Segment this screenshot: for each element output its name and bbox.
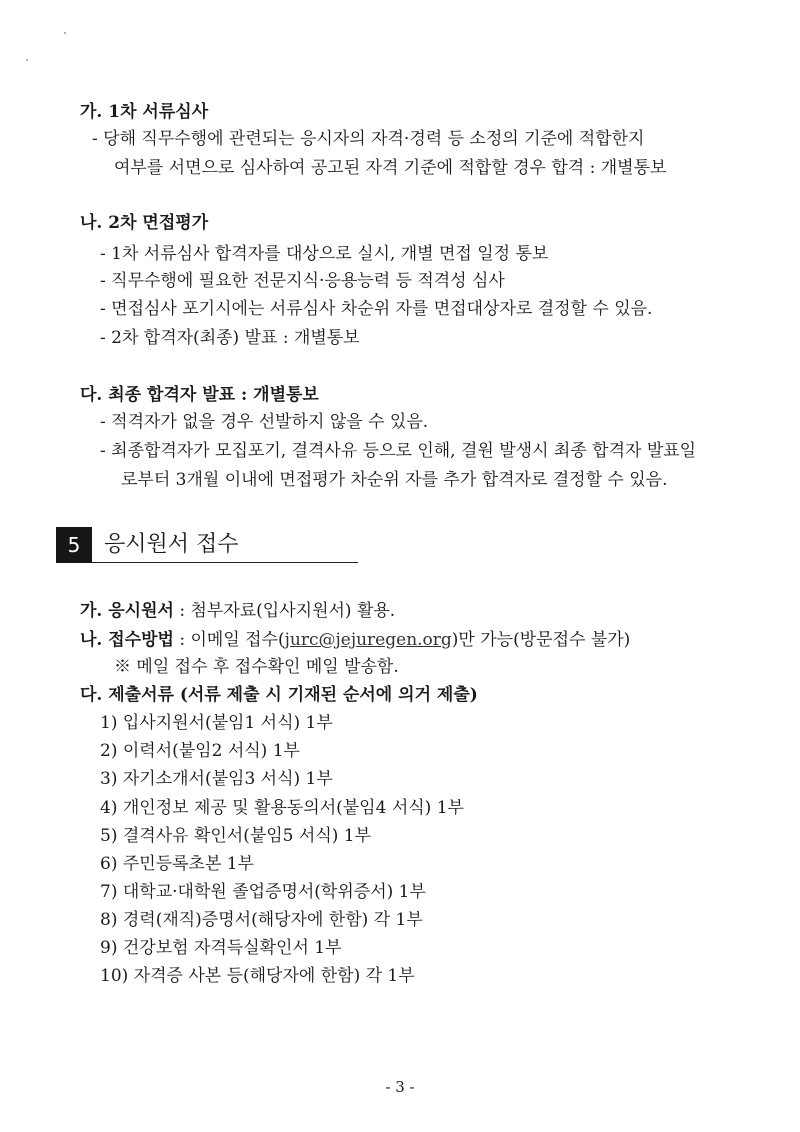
document-item: 3) 자기소개서(붙임3 서식) 1부 <box>100 769 333 789</box>
section-number-badge: 5 <box>56 527 92 563</box>
application-form-line <box>80 600 395 622</box>
document-item: 9) 건강보험 자격득실확인서 1부 <box>100 938 342 958</box>
document-item: 7) 대학교·대학원 졸업증명서(학위증서) 1부 <box>100 882 426 902</box>
application-form-label: 가. 응시원서 <box>80 601 174 621</box>
da-line-2: - 최종합격자가 모집포기, 결격사유 등으로 인해, 결원 발생시 최종 합격자 발표일 <box>100 441 697 461</box>
submission-method-text-pre: : 이메일 접수( <box>173 630 285 650</box>
email-link[interactable]: jurc@jejuregen.org <box>284 630 452 650</box>
document-item: 6) 주민등록초본 1부 <box>100 854 255 874</box>
na-line-2: - 직무수행에 필요한 전문지식·응용능력 등 적격성 심사 <box>100 271 505 291</box>
document-item: 1) 입사지원서(붙임1 서식) 1부 <box>100 713 333 733</box>
ga-line-2: 여부를 서면으로 심사하여 공고된 자격 기준에 적합할 경우 합격 : 개별통보 <box>114 158 667 178</box>
na-line-3: - 면접심사 포기시에는 서류심사 차순위 자를 면접대상자로 결정할 수 있음. <box>100 299 653 319</box>
document-item: 5) 결격사유 확인서(붙임5 서식) 1부 <box>100 826 372 846</box>
email-note: ※ 메일 접수 후 접수확인 메일 발송함. <box>114 657 399 677</box>
document-item: 2) 이력서(붙임2 서식) 1부 <box>100 741 300 761</box>
ga-line-1: - 당해 직무수행에 관련되는 응시자의 자격·경력 등 소정의 기준에 적합한지 <box>92 129 645 149</box>
heading-da: 다. 최종 합격자 발표 : 개별통보 <box>80 385 319 405</box>
na-line-1: - 1차 서류심사 합격자를 대상으로 실시, 개별 면접 일정 통보 <box>100 244 549 264</box>
document-item: 4) 개인정보 제공 및 활용동의서(붙임4 서식) 1부 <box>100 798 464 818</box>
da-line-1: - 적격자가 없을 경우 선발하지 않을 수 있음. <box>100 412 429 432</box>
heading-na: 나. 2차 면접평가 <box>80 213 209 233</box>
document-item: 8) 경력(재직)증명서(해당자에 한함) 각 1부 <box>100 910 423 930</box>
da-line-3: 로부터 3개월 이내에 면접평가 차순위 자를 추가 합격자로 결정할 수 있음. <box>121 470 668 490</box>
submission-method-label: 나. 접수방법 <box>80 630 174 650</box>
document-item: 10) 자격증 사본 등(해당자에 한함) 각 1부 <box>100 966 415 986</box>
page-number: - 3 - <box>385 1078 415 1096</box>
scan-speck <box>64 32 66 34</box>
submission-method-line <box>80 629 630 651</box>
section-underline <box>92 562 358 563</box>
heading-ga: 가. 1차 서류심사 <box>80 102 209 122</box>
submission-method-text-post: )만 가능(방문접수 불가) <box>451 630 631 650</box>
application-form-text: : 첨부자료(입사지원서) 활용. <box>173 601 396 621</box>
scan-speck <box>26 59 28 61</box>
documents-heading: 다. 제출서류 (서류 제출 시 기재된 순서에 의거 제출) <box>80 685 478 705</box>
section-title: 응시원서 접수 <box>104 532 239 557</box>
na-line-4: - 2차 합격자(최종) 발표 : 개별통보 <box>100 328 360 348</box>
